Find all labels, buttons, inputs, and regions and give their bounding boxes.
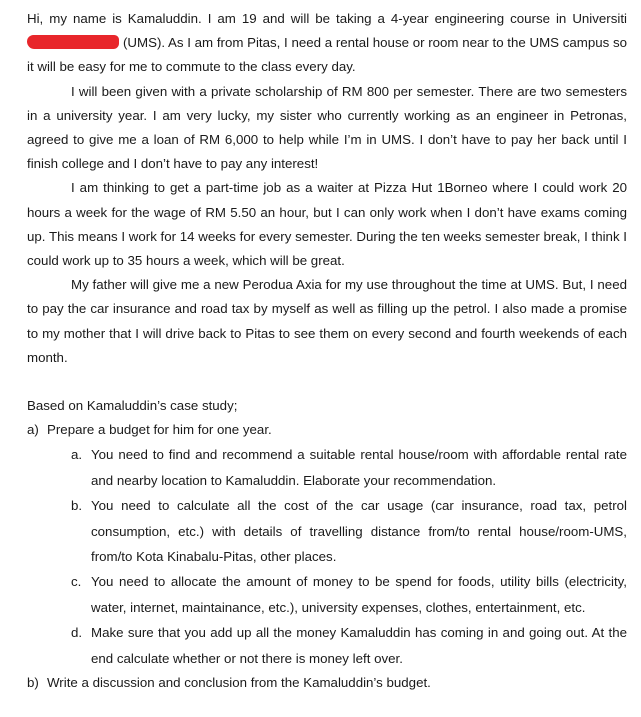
- intro-paragraph: [27, 0, 627, 80]
- question-b: [27, 671, 627, 695]
- question-a-subitems: [27, 442, 627, 671]
- part-time-job-paragraph: I am thinking to get a part-time job as a waiter at Pizza Hut 1Borneo where I could work 20 hours a week for the wage of RM 5.50 an hour, but I can only work when I don’t have exams coming up. This means I work for 14 weeks for every semester. During the ten weeks semester break, I think I could work up to 35 hours a week, which will be great.: [27, 180, 627, 269]
- question-text: Prepare a budget for him for one year.: [47, 422, 272, 438]
- subitem-marker: d.: [71, 625, 83, 641]
- scholarship-paragraph: I will been given with a private scholarship of RM 800 per semester. There are two semesters in a university year. I am very lucky, my sister who currently working as an engineer in Petronas, agreed to give me a loan of RM 6,000 to help while I’m in UMS. I don’t have to pay her back until I finish college and I don’t have to pay any interest!: [27, 83, 627, 172]
- subitem-marker: a.: [71, 447, 83, 463]
- subitem-a: [71, 442, 627, 493]
- intro-text-end: (UMS). As I am from Pitas, I need a rental house or room near to the UMS campus so it will be easy for me to commute to the class every day.: [27, 35, 628, 75]
- document-page: [27, 0, 627, 695]
- car-paragraph: My father will give me a new Perodua Axia for my use throughout the time at UMS. But, I need to pay the car insurance and road tax by myself as well as filling up the petrol. I also made a promise to my mother that I will drive back to Pitas to see them on every second and fourth weekends of each month.: [27, 277, 627, 365]
- subitem-marker: b.: [71, 498, 83, 514]
- subitem-d: [71, 620, 627, 671]
- subitem-b: [71, 493, 627, 569]
- subitem-text: You need to find and recommend a suitable rental house/room with affordable rental rate and nearby location to Kamaluddin. Elaborate your recommendation.: [91, 447, 627, 488]
- subitem-text: You need to calculate all the cost of the car usage (car insurance, road tax, petrol consumption, etc.) with details of travelling distance from/to rental house/room-UMS, from/to Kota Kinabalu-Pitas, other places.: [91, 498, 627, 565]
- question-a: [27, 418, 627, 442]
- question-text: Write a discussion and conclusion from the Kamaluddin’s budget.: [47, 675, 431, 691]
- task-intro: Based on Kamaluddin’s case study;: [27, 398, 238, 414]
- subitem-marker: c.: [71, 574, 82, 590]
- subitem-text: You need to allocate the amount of money to be spend for foods, utility bills (electricity, water, internet, maintainance, etc.), university expenses, clothes, entertainment, etc.: [91, 574, 627, 615]
- redaction-mark: [27, 35, 119, 49]
- intro-text-start: Hi, my name is Kamaluddin. I am 19 and will be taking a 4-year engineering course in Universiti: [27, 11, 627, 26]
- subitem-c: [71, 569, 627, 620]
- spacer: [27, 370, 627, 394]
- question-marker: b): [27, 675, 39, 691]
- subitem-text: Make sure that you add up all the money Kamaluddin has coming in and going out. At the end calculate whether or not there is money left over.: [91, 625, 627, 666]
- question-marker: a): [27, 422, 39, 438]
